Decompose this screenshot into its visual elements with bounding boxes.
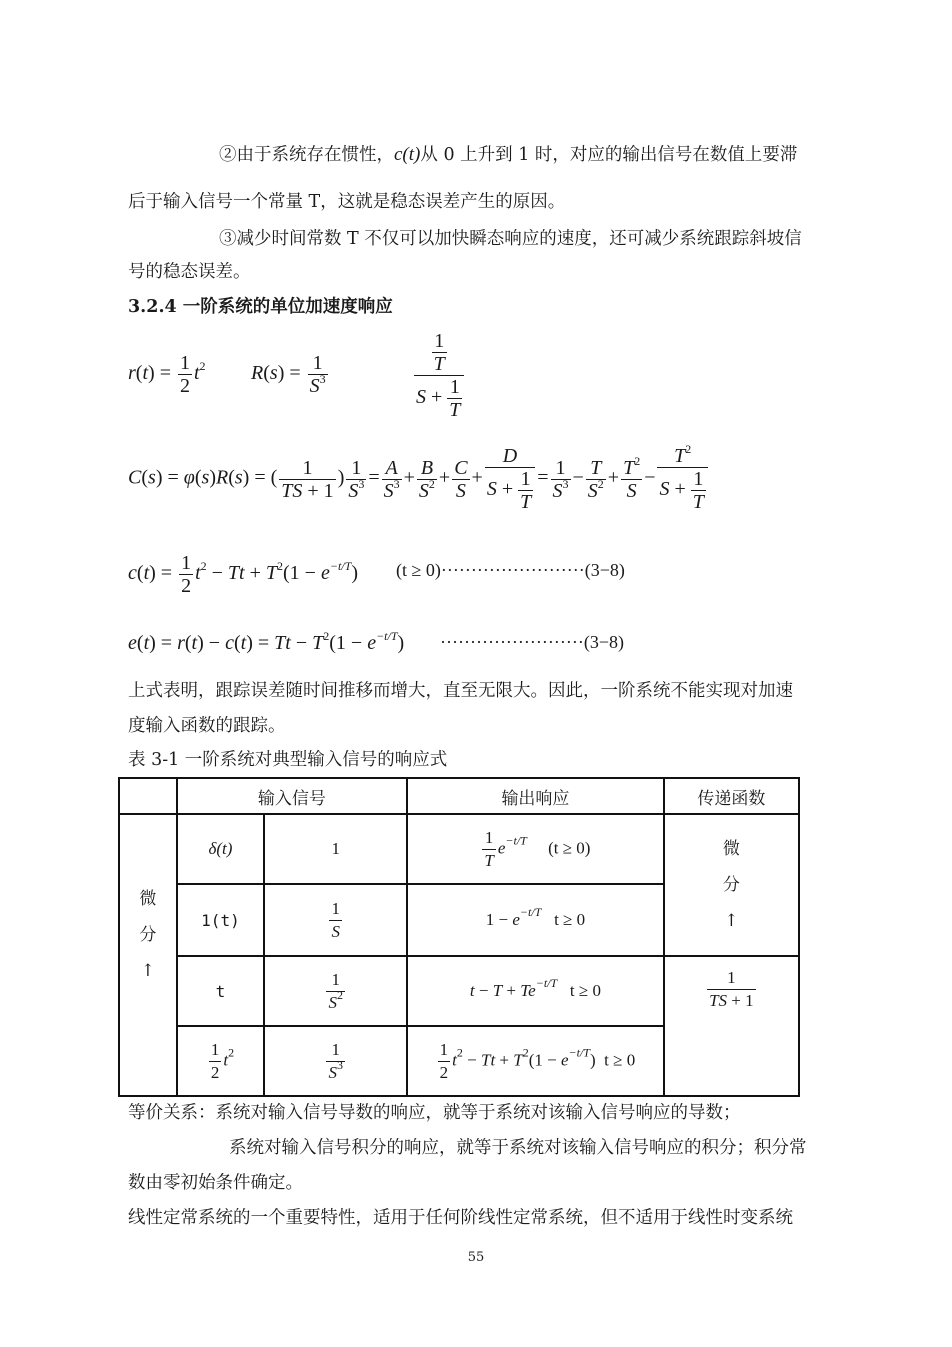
page-number: 55 [467,1250,485,1265]
output-step: $1 - e^{-t/T}$ t ≥ 0 [407,884,664,956]
signal-ramp: t [177,956,265,1026]
header-output: 输出响应 [407,778,664,814]
laplace-acceleration: $\frac{1}{S^3}$ [264,1026,407,1096]
leader-dots: ························ [440,560,585,580]
paragraph-equivalence-end: 数由零初始条件确定。 [128,1173,303,1193]
response-table [118,777,800,1097]
laplace-impulse: 1 [264,814,407,884]
arrow-up-icon: ↑ [140,961,155,981]
laplace-ramp: $\frac{1}{S^2}$ [264,956,407,1026]
signal-impulse: δ(t) [177,814,265,884]
paragraph-equivalence: 等价关系：系统对输入信号导数的响应，就等于系统对该输入信号响应的导数； [128,1103,741,1123]
paragraph-tracking-error-cont: 度输入函数的跟踪。 [128,716,286,736]
output-impulse: $\frac{1}{T}$ $e^{-t/T}$ (t ≥ 0) [407,814,664,884]
equation-e-t: $e(t) = r(t) - c(t) = Tt - T^2(1 - e^{-t/T})$ [128,629,405,654]
equation-c-t: c(t) = $\frac{1}{2}$ $t^2 - Tt + T^2(1 - e^{-t/T})$ [128,552,358,597]
output-acceleration: $\frac{1}{2}$ $t^2 - Tt + T^2(1 - e^{-t/T}) t \ge 0$ [407,1026,664,1096]
output-ramp: $t - T + Te^{-t/T}$ t ≥ 0 [407,956,664,1026]
vertical-char: 分 [722,875,740,895]
equation-e-t-number [440,632,624,653]
paragraph-inertia [219,143,797,167]
equation-C-s: C(s) = φ(s)R(s) = ( $\frac{1}{TS + 1}$ ) $\frac{1}{S^3}$ = $\frac{A}{S^3}$ + $\frac{B}{S^2}$ + $\frac{C}{S}$ + D S + $\frac{1}{T}$ = $\frac{1}{S^3}$ − $\frac{T}{S^2}$ + $\frac{T^2}{S}$ − $T^2$ S + $\frac{1}{T}$ [128,445,710,513]
equation-number: (3−8) [583,632,624,652]
vertical-char: 微 [722,839,740,859]
transfer-function: $\frac{1}{TS + 1}$ [664,956,799,1096]
paragraph-inertia-cont: 后于输入信号一个常量 T，这就是稳态误差产生的原因。 [128,192,566,212]
header-blank [119,778,177,814]
signal-acceleration: $\frac{1}{2}$ $t^2$ [177,1026,265,1096]
signal-step: 1(t) [177,884,265,956]
inline-math-ct: c(t) [394,144,421,165]
right-vertical-label [664,814,799,956]
text-run: ②由于系统存在惯性， [219,145,394,165]
equation-number: (3−8) [584,560,625,580]
table-header-row [119,778,799,814]
vertical-char: 分 [139,925,157,945]
paragraph-tracking-error: 上式表明，跟踪误差随时间推移而增大，直至无限大。因此，一阶系统不能实现对加速 [128,681,793,701]
laplace-step: $\frac{1}{S}$ [264,884,407,956]
header-transfer: 传递函数 [664,778,799,814]
table-row [119,956,799,1026]
section-heading: 3.2.4 一阶系统的单位加速度响应 [128,297,393,317]
left-vertical-label [119,814,177,1096]
equation-R-s: R(s) = $\frac{1}{S^3}$ [251,352,326,397]
leader-dots: ························ [440,632,584,652]
arrow-up-icon: ↑ [724,911,739,931]
condition: (t ≥ 0) [396,560,441,580]
equation-r-t: r(t) = $\frac{1}{2}$ $t^2$ [128,352,206,397]
equation-transfer-fraction: $\frac{1}{T}$ S + $\frac{1}{T}$ [412,330,466,421]
vertical-char: 微 [139,889,157,909]
paragraph-time-constant: ③减少时间常数 T 不仅可以加快瞬态响应的速度，还可减少系统跟踪斜坡信 [219,229,802,249]
text-run: 从 0 上升到 1 时，对应的输出信号在数值上要滞 [420,145,798,165]
table-caption: 表 3-1 一阶系统对典型输入信号的响应式 [128,750,448,770]
paragraph-time-constant-cont: 号的稳态误差。 [128,262,251,282]
paragraph-equivalence-cont: 系统对输入信号积分的响应，就等于系统对该输入信号响应的积分；积分常 [229,1138,807,1158]
header-input: 输入信号 [177,778,408,814]
table-row [119,814,799,884]
paragraph-linear-property: 线性定常系统的一个重要特性，适用于任何阶线性定常系统，但不适用于线性时变系统 [128,1208,793,1228]
equation-c-t-condition [396,560,625,581]
